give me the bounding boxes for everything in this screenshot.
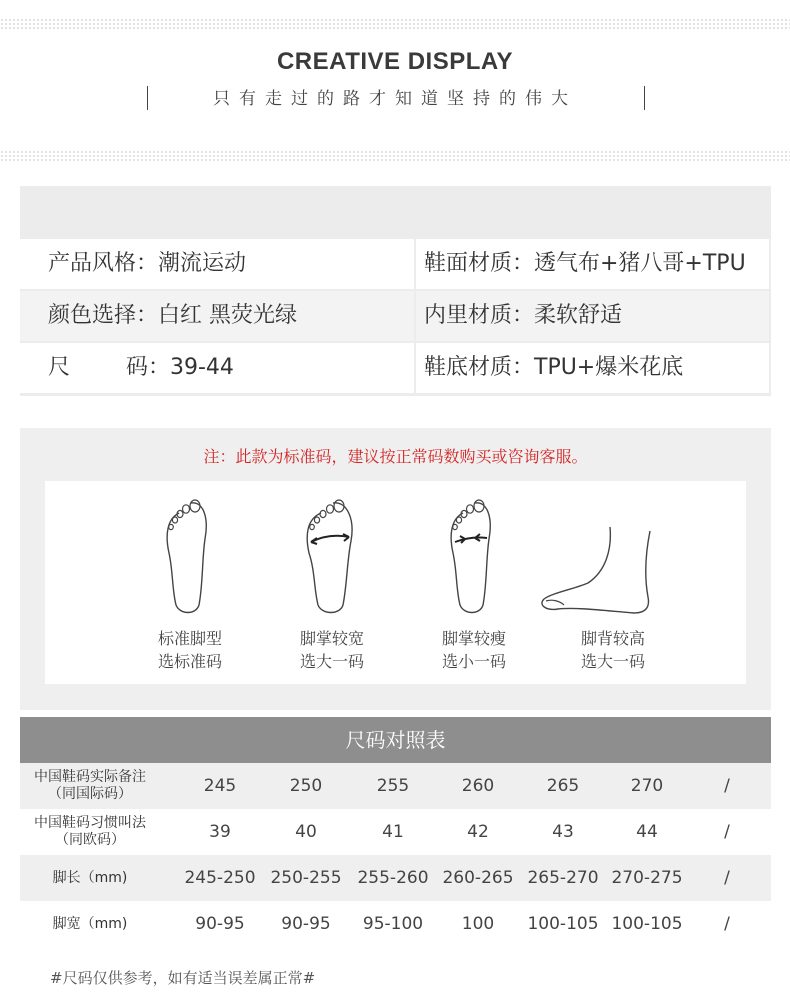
table-row [20,763,771,809]
table-cell: 250-255 [270,868,342,888]
high-instep-foot-icon [538,489,688,619]
foot-caption-line2: 选大一码 [299,652,364,671]
table-cell: 40 [295,822,317,842]
info-style: 产品风格：潮流运动 [20,239,414,289]
info-upper-material: 鞋面材质：透气布+猪八哥+TPU [416,239,769,289]
dotted-divider-top [0,18,790,30]
size-chart-table [20,717,771,947]
table-cell: 270 [630,776,664,796]
info-color: 颜色选择：白红 黑荧光绿 [20,291,414,341]
size-chart-title: 尺码对照表 [20,717,771,763]
table-cell: 260 [461,776,495,796]
foot-caption-line2: 选小一码 [441,652,506,671]
size-chart-body [20,763,771,947]
table-cell: 255 [376,776,410,796]
divider-bar-right [644,86,645,110]
table-row [20,809,771,855]
foot-item [538,489,688,679]
foot-item [125,489,255,679]
wide-foot-icon [267,489,397,619]
size-footnote: #尺码仅供参考，如有适当误差属正常# [50,969,316,987]
table-cell: 100-105 [527,914,599,934]
table-cell: 39 [209,822,231,842]
standard-foot-icon [125,489,255,619]
table-cell: 90-95 [281,914,331,934]
size-notice: 注：此款为标准码，建议按正常码数购买或咨询客服。 [203,447,588,466]
table-cell: / [724,868,730,888]
table-cell: 265-270 [527,868,599,888]
table-cell: / [724,822,730,842]
table-cell: 245 [203,776,237,796]
thin-foot-icon [409,489,539,619]
info-sole-material: 鞋底材质：TPU+爆米花底 [416,343,769,393]
info-row [20,343,771,393]
foot-guide [45,481,746,684]
info-row [20,291,771,341]
foot-caption-line2: 选大一码 [580,652,645,671]
row-label: 中国鞋码实际备注 （同国际码） [34,769,146,802]
table-cell: 41 [382,822,404,842]
size-advice-panel [20,428,771,710]
info-size: 尺 码：39-44 [20,343,414,393]
row-label: 脚长（mm) [52,869,128,886]
table-cell: / [724,776,730,796]
row-label: 脚宽（mm) [52,915,128,932]
table-cell: 265 [546,776,580,796]
table-cell: 100 [461,914,495,934]
table-cell: 100-105 [611,914,683,934]
foot-caption-line1: 脚掌较宽 [299,629,364,648]
dotted-divider-middle [0,150,790,162]
table-cell: 44 [636,822,658,842]
foot-caption-line1: 脚背较高 [580,629,645,648]
foot-caption-line1: 标准脚型 [157,629,222,648]
page-subtitle: 只有走过的路才知道坚持的伟大 [213,89,577,109]
table-cell: 270-275 [611,868,683,888]
table-cell: 260-265 [442,868,514,888]
page-title: CREATIVE DISPLAY [276,48,514,75]
info-lining-material: 内里材质：柔软舒适 [416,291,769,341]
product-info-panel [20,186,771,396]
info-row [20,239,771,289]
row-label: 中国鞋码习惯叫法 （同欧码） [34,815,146,848]
table-cell: 42 [467,822,489,842]
foot-item [409,489,539,679]
table-row [20,855,771,901]
table-row [20,901,771,947]
table-cell: 95-100 [362,914,424,934]
table-cell: 245-250 [184,868,256,888]
table-cell: / [724,914,730,934]
foot-caption-line2: 选标准码 [157,652,222,671]
foot-item [267,489,397,679]
table-cell: 255-260 [357,868,429,888]
table-cell: 250 [289,776,323,796]
table-cell: 43 [552,822,574,842]
foot-caption-line1: 脚掌较瘦 [441,629,506,648]
table-cell: 90-95 [195,914,245,934]
